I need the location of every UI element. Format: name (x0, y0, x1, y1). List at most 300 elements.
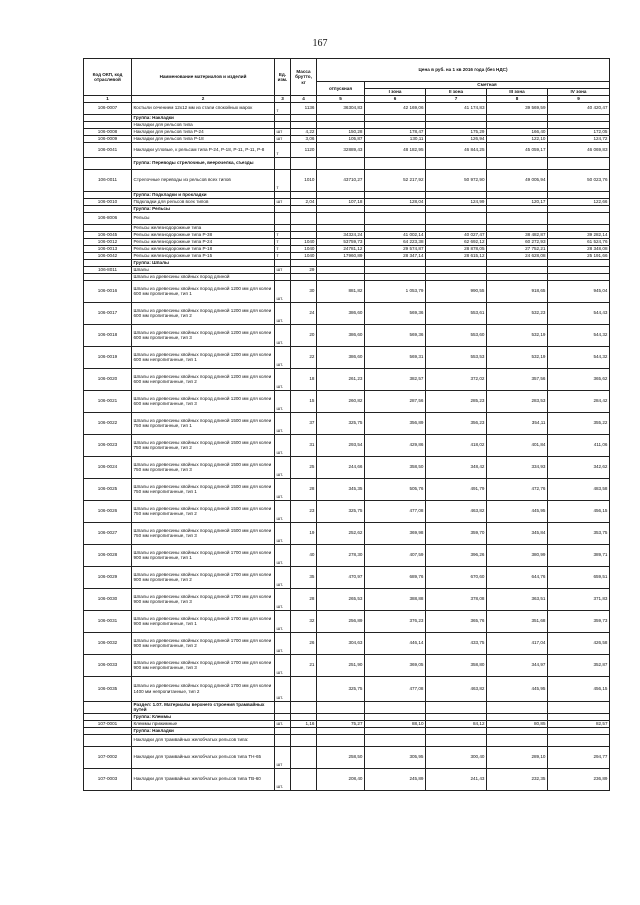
row-unit: шт. (275, 500, 291, 522)
row-release-price (317, 266, 365, 273)
row-zone-3-price (487, 713, 548, 720)
row-name: Раздел: 1.07. Материалы верхнего строения трамвайных путей (132, 701, 275, 713)
row-name: Шпалы из древесины хвойных пород длиной 1200 мм для колеи 600 мм непропитанные, тип 3 (132, 390, 275, 412)
row-zone-2-price (426, 205, 487, 212)
row-name: Шпалы из древесины хвойных пород длиной (132, 273, 275, 280)
row-release-price: 278,30 (317, 544, 365, 566)
row-zone-2-price: 241,43 (426, 768, 487, 790)
row-zone-3-price: 283,53 (487, 390, 548, 412)
row-zone-4-price: 659,51 (548, 566, 610, 588)
row-zone-2-price: 378,08 (426, 588, 487, 610)
row-release-price (317, 701, 365, 713)
row-zone-3-price: 166,40 (487, 128, 548, 135)
row-name: Шпалы из древесины хвойных пород длиной 1500 мм для колеи 750 мм пропитанные, тип 2 (132, 434, 275, 456)
header-code: Код ОКП, код отраслевой (84, 59, 132, 96)
row-mass (291, 224, 317, 231)
table-row (84, 746, 610, 768)
row-unit (275, 205, 291, 212)
row-zone-4-price: 294,77 (548, 746, 610, 768)
row-unit: шт (275, 135, 291, 142)
row-zone-3-price (487, 205, 548, 212)
row-name: Группа: Подкладки и прокладки (132, 191, 275, 198)
row-release-price: 251,90 (317, 654, 365, 676)
row-unit: шт. (275, 566, 291, 588)
row-zone-2-price (426, 734, 487, 746)
row-code: 106-0028 (84, 544, 132, 566)
row-code: 106-0030 (84, 588, 132, 610)
row-code: 106-0020 (84, 368, 132, 390)
row-code: 106-0009 (84, 135, 132, 142)
row-unit: шт (275, 128, 291, 135)
row-unit (275, 701, 291, 713)
row-release-price (317, 713, 365, 720)
section-row (84, 114, 610, 121)
table-body (84, 102, 610, 790)
row-zone-1-price: 305,95 (365, 746, 426, 768)
row-zone-3-price: 644,76 (487, 566, 548, 588)
row-zone-2-price: 990,55 (426, 280, 487, 302)
row-code: 106-0025 (84, 478, 132, 500)
row-mass: 1040 (291, 245, 317, 252)
row-zone-4-price (548, 224, 610, 231)
row-unit: шт. (275, 346, 291, 368)
row-zone-2-price: 40 027,47 (426, 231, 487, 238)
row-zone-2-price (426, 259, 487, 266)
row-zone-2-price: 300,40 (426, 746, 487, 768)
row-release-price: 17960,89 (317, 252, 365, 259)
row-code: 106-0029 (84, 566, 132, 588)
row-zone-4-price: 50 023,76 (548, 169, 610, 191)
row-zone-2-price (426, 266, 487, 273)
row-unit: шт. (275, 324, 291, 346)
row-name: Шпалы из древесины хвойных пород длиной 1200 мм для колеи 600 мм пропитанные, тип 3 (132, 324, 275, 346)
row-mass (291, 157, 317, 169)
section-row (84, 205, 610, 212)
section-row (84, 191, 610, 198)
row-zone-1-price: 28 347,14 (365, 252, 426, 259)
row-release-price: 325,75 (317, 500, 365, 522)
row-code: 107-0002 (84, 746, 132, 768)
row-zone-3-price: 39 569,59 (487, 102, 548, 114)
row-name: Группа: Шпалы (132, 259, 275, 266)
row-release-price: 53759,73 (317, 238, 365, 245)
row-code (84, 157, 132, 169)
row-zone-1-price: 42 169,06 (365, 102, 426, 114)
row-mass: 18 (291, 368, 317, 390)
row-unit: шт. (275, 302, 291, 324)
row-zone-4-price: 40 420,47 (548, 102, 610, 114)
row-name: Рельсы железнодорожные типа Р-15 (132, 252, 275, 259)
row-unit: шт. (275, 676, 291, 701)
row-code: 106-0042 (84, 252, 132, 259)
row-code: 106-0023 (84, 434, 132, 456)
row-zone-4-price (548, 121, 610, 128)
table-row (84, 169, 610, 191)
row-zone-2-price: 670,60 (426, 566, 487, 588)
row-unit: т (275, 102, 291, 114)
row-release-price (317, 205, 365, 212)
row-mass: 1120 (291, 142, 317, 157)
table-row (84, 231, 610, 238)
row-name: Шпалы из древесины хвойных пород длиной 1200 мм для колеи 600 мм пропитанные, тип 2 (132, 302, 275, 324)
row-zone-3-price: 363,51 (487, 588, 548, 610)
row-release-price (317, 734, 365, 746)
header-price-group: Цена в руб. на 1 кв 2016 года (без НДС) (317, 59, 610, 82)
row-zone-3-price: 334,93 (487, 456, 548, 478)
row-zone-2-price (426, 212, 487, 224)
row-unit: шт (275, 266, 291, 273)
row-zone-3-price: 49 005,94 (487, 169, 548, 191)
row-zone-2-price (426, 114, 487, 121)
row-code: 106-0017 (84, 302, 132, 324)
row-code: 106-0007 (84, 102, 132, 114)
row-zone-4-price: 544,32 (548, 324, 610, 346)
row-unit: шт. (275, 632, 291, 654)
row-zone-1-price: 569,31 (365, 346, 426, 368)
table-row (84, 734, 610, 746)
row-zone-3-price (487, 212, 548, 224)
row-zone-2-price: 365,76 (426, 610, 487, 632)
table-row (84, 522, 610, 544)
row-release-price: 244,66 (317, 456, 365, 478)
row-mass: 3,06 (291, 135, 317, 142)
row-mass (291, 701, 317, 713)
row-zone-1-price: 287,56 (365, 390, 426, 412)
table-row (84, 478, 610, 500)
row-code: 106-0033 (84, 654, 132, 676)
row-mass: 15 (291, 390, 317, 412)
row-mass (291, 676, 317, 701)
row-code: 106-0031 (84, 610, 132, 632)
row-mass (291, 727, 317, 734)
row-unit: т (275, 252, 291, 259)
table-row (84, 500, 610, 522)
page-number: 167 (312, 38, 328, 49)
row-name: Шпалы из древесины хвойных пород длиной 1200 мм для колеи 600 мм пропитанные, тип 1 (132, 280, 275, 302)
row-mass: 1010 (291, 169, 317, 191)
row-code: 106-0035 (84, 676, 132, 701)
row-code: 106-0011 (84, 169, 132, 191)
row-code: 107-0001 (84, 720, 132, 727)
table-row (84, 252, 610, 259)
row-mass (291, 259, 317, 266)
row-code: 106-0027 (84, 522, 132, 544)
row-name: Костыли сечением 12х12 мм из стали спокойных марок (132, 102, 275, 114)
row-mass: 19 (291, 522, 317, 544)
row-zone-3-price: 344,97 (487, 654, 548, 676)
header-release: отпускная (317, 82, 365, 96)
row-zone-2-price: 433,75 (426, 632, 487, 654)
row-name: Группа: Накладки (132, 114, 275, 121)
row-mass (291, 713, 317, 720)
row-zone-1-price: 429,86 (365, 434, 426, 456)
table-row (84, 346, 610, 368)
header-unit: Ед. изм. (275, 59, 291, 96)
column-number: 6 (365, 96, 426, 103)
row-mass: 32 (291, 610, 317, 632)
table-row (84, 390, 610, 412)
row-zone-2-price: 348,42 (426, 456, 487, 478)
row-release-price: 386,60 (317, 302, 365, 324)
row-zone-2-price: 28 878,05 (426, 245, 487, 252)
row-unit: шт. (275, 522, 291, 544)
row-zone-4-price: 456,15 (548, 500, 610, 522)
row-zone-4-price (548, 259, 610, 266)
table-row (84, 368, 610, 390)
row-name: Группа: Рельсы (132, 205, 275, 212)
row-zone-4-price (548, 212, 610, 224)
row-mass: 25 (291, 456, 317, 478)
row-zone-3-price (487, 701, 548, 713)
row-unit: шт. (275, 390, 291, 412)
row-zone-3-price: 289,10 (487, 746, 548, 768)
row-name: Клеммы прижимные (132, 720, 275, 727)
row-zone-1-price: 41 002,14 (365, 231, 426, 238)
row-name: Накладки для рельсов типа (132, 121, 275, 128)
row-zone-4-price: 342,62 (548, 456, 610, 478)
row-zone-1-price: 569,36 (365, 302, 426, 324)
row-zone-2-price: 126,94 (426, 135, 487, 142)
row-zone-4-price: 172,05 (548, 128, 610, 135)
row-zone-4-price: 28 348,08 (548, 245, 610, 252)
row-zone-1-price: 477,08 (365, 676, 426, 701)
row-release-price (317, 114, 365, 121)
table-row (84, 768, 610, 790)
row-mass (291, 768, 317, 790)
row-unit: т (275, 231, 291, 238)
row-code: 106-0021 (84, 390, 132, 412)
row-zone-1-price: 128,04 (365, 198, 426, 205)
row-zone-2-price: 491,79 (426, 478, 487, 500)
row-zone-3-price: 24 628,08 (487, 252, 548, 259)
row-zone-4-price: 82,57 (548, 720, 610, 727)
row-name: Шпалы из древесины хвойных пород длиной 1500 мм для колеи 750 мм непропитанные, тип 2 (132, 500, 275, 522)
row-zone-1-price: 130,11 (365, 135, 426, 142)
row-name: Накладки для рельсов типа Р-24 (132, 128, 275, 135)
row-code: 106-0041 (84, 142, 132, 157)
row-zone-1-price: 569,36 (365, 324, 426, 346)
row-zone-4-price: 46 069,83 (548, 142, 610, 157)
table-row (84, 544, 610, 566)
row-zone-1-price (365, 259, 426, 266)
row-zone-3-price (487, 734, 548, 746)
row-zone-3-price: 380,99 (487, 544, 548, 566)
row-mass (291, 205, 317, 212)
row-release-price (317, 212, 365, 224)
row-zone-4-price: 284,42 (548, 390, 610, 412)
row-code (84, 191, 132, 198)
row-zone-1-price: 382,57 (365, 368, 426, 390)
row-zone-3-price: 232,35 (487, 768, 548, 790)
row-zone-2-price: 358,80 (426, 654, 487, 676)
row-zone-3-price: 918,65 (487, 280, 548, 302)
row-zone-2-price: 28 615,12 (426, 252, 487, 259)
row-name: Шпалы из древесины хвойных пород длиной 1200 мм для колеи 600 мм непропитанные, тип 2 (132, 368, 275, 390)
row-zone-3-price: 445,95 (487, 676, 548, 701)
row-zone-3-price: 357,56 (487, 368, 548, 390)
row-zone-1-price: 48 182,95 (365, 142, 426, 157)
row-mass: 1136 (291, 102, 317, 114)
row-zone-2-price: 463,82 (426, 676, 487, 701)
row-zone-2-price: 396,26 (426, 544, 487, 566)
row-name: Шпалы из древесины хвойных пород длиной 1500 мм для колеи 750 мм непропитанные, тип 1 (132, 478, 275, 500)
row-zone-1-price: 407,59 (365, 544, 426, 566)
row-unit: шт. (275, 610, 291, 632)
row-zone-2-price (426, 191, 487, 198)
row-release-price: 105,87 (317, 135, 365, 142)
table-row (84, 102, 610, 114)
row-code: 106-0032 (84, 632, 132, 654)
section-row (84, 701, 610, 713)
row-zone-4-price: 544,43 (548, 302, 610, 324)
row-name: Рельсы железнодорожные типа Р-18 (132, 245, 275, 252)
row-zone-4-price (548, 157, 610, 169)
row-zone-2-price: 553,61 (426, 302, 487, 324)
row-zone-4-price: 371,83 (548, 588, 610, 610)
row-zone-1-price: 178,47 (365, 128, 426, 135)
row-unit (275, 727, 291, 734)
row-release-price: 325,75 (317, 412, 365, 434)
table-row (84, 434, 610, 456)
row-release-price: 258,50 (317, 746, 365, 768)
table-row (84, 142, 610, 157)
row-unit (275, 259, 291, 266)
price-table (83, 58, 610, 791)
row-mass: 30 (291, 280, 317, 302)
row-mass (291, 191, 317, 198)
row-zone-3-price: 45 059,17 (487, 142, 548, 157)
row-mass (291, 746, 317, 768)
row-zone-1-price: 376,23 (365, 610, 426, 632)
row-release-price: 293,54 (317, 434, 365, 456)
row-zone-1-price: 29 574,87 (365, 245, 426, 252)
row-zone-4-price: 353,75 (548, 522, 610, 544)
row-zone-4-price: 945,04 (548, 280, 610, 302)
row-name: Рельсы (132, 212, 275, 224)
section-row (84, 713, 610, 720)
row-release-price: 24781,12 (317, 245, 365, 252)
row-release-price (317, 727, 365, 734)
row-release-price (317, 273, 365, 280)
row-zone-2-price: 124,99 (426, 198, 487, 205)
row-mass: 28 (291, 588, 317, 610)
row-name: Накладки для трамвайных желобчатых рельсов типа ТВ-60 (132, 768, 275, 790)
row-name: Рельсы железнодорожные типа (132, 224, 275, 231)
table-row (84, 324, 610, 346)
row-zone-3-price: 532,19 (487, 346, 548, 368)
row-release-price (317, 121, 365, 128)
header-name: Наименование материалов и изделий (132, 59, 275, 96)
table-row (84, 121, 610, 128)
header-zone-2: II зона (426, 89, 487, 96)
row-code: 106-0013 (84, 245, 132, 252)
row-release-price: 32889,43 (317, 142, 365, 157)
table-row (84, 280, 610, 302)
row-zone-1-price (365, 191, 426, 198)
row-zone-3-price (487, 266, 548, 273)
row-zone-2-price: 62 692,12 (426, 238, 487, 245)
row-zone-3-price: 445,95 (487, 500, 548, 522)
row-zone-3-price: 345,84 (487, 522, 548, 544)
table-row (84, 302, 610, 324)
row-zone-4-price (548, 205, 610, 212)
row-name: Шпалы из древесины хвойных пород длиной 1500 мм для колеи 750 мм пропитанные, тип 3 (132, 456, 275, 478)
column-number: 5 (317, 96, 365, 103)
row-zone-3-price (487, 273, 548, 280)
row-code (84, 114, 132, 121)
row-unit: шт. (275, 654, 291, 676)
row-mass: 2,04 (291, 198, 317, 205)
row-zone-1-price (365, 273, 426, 280)
row-release-price (317, 259, 365, 266)
table-row (84, 128, 610, 135)
row-zone-2-price: 418,02 (426, 434, 487, 456)
row-unit: шт. (275, 720, 291, 727)
row-zone-1-price (365, 224, 426, 231)
row-unit: т (275, 245, 291, 252)
header-zone-4: IV зона (548, 89, 610, 96)
row-unit: шт (275, 746, 291, 768)
row-unit: шт (275, 198, 291, 205)
row-zone-1-price: 369,05 (365, 654, 426, 676)
row-zone-2-price: 359,70 (426, 522, 487, 544)
row-release-price: 256,89 (317, 610, 365, 632)
row-release-price: 265,53 (317, 588, 365, 610)
row-mass: 24 (291, 302, 317, 324)
row-release-price: 260,82 (317, 390, 365, 412)
row-zone-3-price (487, 157, 548, 169)
row-mass (291, 212, 317, 224)
row-mass: 35 (291, 566, 317, 588)
row-unit (275, 734, 291, 746)
row-zone-1-price (365, 266, 426, 273)
row-mass: 20 (291, 324, 317, 346)
row-unit (275, 212, 291, 224)
column-number: 4 (291, 96, 317, 103)
row-release-price: 107,18 (317, 198, 365, 205)
row-zone-4-price (548, 114, 610, 121)
row-mass: 40 (291, 544, 317, 566)
row-name: Шпалы из древесины хвойных пород длиной 1700 мм для колеи 1400 мм непропитанные, тип 2 (132, 676, 275, 701)
table-row (84, 566, 610, 588)
row-unit (275, 114, 291, 121)
row-name: Рельсы железнодорожные типа Р-38 (132, 231, 275, 238)
row-zone-2-price: 175,29 (426, 128, 487, 135)
row-zone-2-price: 285,23 (426, 390, 487, 412)
row-zone-2-price: 553,60 (426, 324, 487, 346)
row-unit (275, 713, 291, 720)
row-unit: т (275, 169, 291, 191)
row-unit (275, 224, 291, 231)
row-unit: шт. (275, 544, 291, 566)
row-zone-4-price: 456,15 (548, 676, 610, 701)
row-zone-1-price: 245,89 (365, 768, 426, 790)
row-mass (291, 114, 317, 121)
row-mass: 1,16 (291, 720, 317, 727)
column-number: 9 (548, 96, 610, 103)
row-name: Стрелочные переводы из рельсов всех типов (132, 169, 275, 191)
row-zone-3-price: 122,10 (487, 135, 548, 142)
row-name: Шпалы из древесины хвойных пород длиной 1500 мм для колеи 750 мм непропитанные, тип 3 (132, 522, 275, 544)
column-number: 7 (426, 96, 487, 103)
row-name: Шпалы из древесины хвойных пород длиной 1700 мм для колеи 900 мм непропитанные, тип 1 (132, 610, 275, 632)
row-zone-1-price: 358,50 (365, 456, 426, 478)
row-zone-3-price: 120,17 (487, 198, 548, 205)
row-unit: шт. (275, 434, 291, 456)
row-mass: 1040 (291, 252, 317, 259)
row-mass: 23 (291, 500, 317, 522)
row-zone-4-price: 352,87 (548, 654, 610, 676)
